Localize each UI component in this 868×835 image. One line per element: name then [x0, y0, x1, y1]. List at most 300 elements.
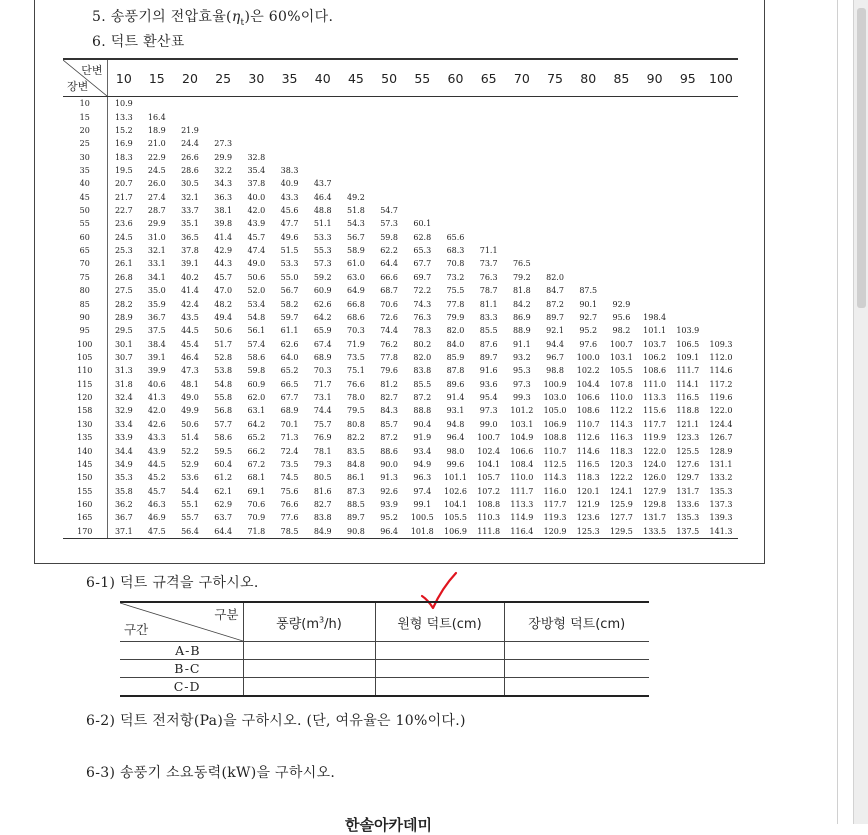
- long-side-label: 20: [63, 124, 107, 137]
- scrollbar-thumb[interactable]: [857, 8, 866, 308]
- table-row: [63, 244, 738, 257]
- equivalent-diameter-cell: 90.0: [380, 459, 398, 469]
- equivalent-diameter-cell: 105.0: [543, 406, 567, 416]
- equivalent-diameter-cell: 47.5: [140, 525, 173, 539]
- table-row: [63, 324, 738, 337]
- equivalent-diameter-cell: 79.6: [380, 366, 398, 376]
- equivalent-diameter-cell: [538, 204, 571, 217]
- equivalent-diameter-cell: 106.9: [543, 419, 567, 429]
- equivalent-diameter-cell: 112.6: [576, 433, 600, 443]
- equivalent-diameter-cell: [704, 97, 737, 111]
- equivalent-diameter-cell: 137.3: [709, 499, 733, 509]
- equivalent-diameter-cell: 76.3: [413, 312, 432, 322]
- equivalent-diameter-cell: 55.1: [181, 499, 199, 509]
- equivalent-diameter-cell: [273, 97, 306, 111]
- equivalent-diameter-cell: 93.6: [479, 379, 498, 389]
- equivalent-diameter-cell: 63.0: [347, 272, 365, 282]
- col-header-round-duct: 원형 덕트(cm): [375, 602, 504, 642]
- equivalent-diameter-cell: [572, 257, 605, 270]
- equivalent-diameter-cell: 109.3: [709, 339, 733, 349]
- equivalent-diameter-cell: [373, 177, 406, 190]
- equivalent-diameter-cell: [638, 177, 671, 190]
- equivalent-diameter-cell: [605, 271, 638, 284]
- equivalent-diameter-cell: [273, 150, 306, 163]
- equivalent-diameter-cell: [704, 164, 737, 177]
- equivalent-diameter-cell: 40.2: [181, 272, 199, 282]
- equivalent-diameter-cell: 133.6: [676, 499, 700, 509]
- equivalent-diameter-cell: 55.8: [214, 393, 233, 403]
- equivalent-diameter-cell: 57.4: [247, 339, 266, 349]
- equivalent-diameter-cell: 125.9: [609, 499, 633, 509]
- equivalent-diameter-cell: 106.6: [576, 393, 600, 403]
- equivalent-diameter-cell: 121.1: [676, 419, 700, 429]
- vertical-scrollbar[interactable]: [853, 0, 868, 824]
- equivalent-diameter-cell: 81.2: [380, 379, 398, 389]
- equivalent-diameter-cell: 16.9: [114, 139, 133, 149]
- equivalent-diameter-cell: 56.7: [347, 232, 365, 242]
- table-row: [63, 458, 738, 471]
- equivalent-diameter-cell: [638, 231, 671, 244]
- equivalent-diameter-cell: 101.1: [444, 473, 467, 483]
- equivalent-diameter-cell: [339, 164, 372, 177]
- equivalent-diameter-cell: 106.5: [676, 339, 700, 349]
- round-duct-cell: [375, 660, 504, 678]
- table-row: [63, 164, 738, 177]
- table-row: [63, 525, 738, 539]
- rect-duct-cell: [504, 678, 649, 697]
- condition-5: [92, 6, 333, 28]
- long-side-label: 105: [63, 351, 107, 364]
- equivalent-diameter-cell: 76.9: [313, 433, 332, 443]
- equivalent-diameter-cell: 115.6: [643, 406, 667, 416]
- equivalent-diameter-cell: 54.3: [347, 219, 365, 229]
- equivalent-diameter-cell: 71.7: [313, 379, 332, 389]
- table-row: [63, 97, 738, 111]
- equivalent-diameter-cell: [704, 110, 737, 123]
- answer-corner-header: [120, 602, 243, 642]
- equivalent-diameter-cell: [472, 97, 505, 111]
- equivalent-diameter-cell: 81.8: [512, 286, 531, 296]
- equivalent-diameter-cell: [572, 137, 605, 150]
- equivalent-diameter-cell: 81.1: [479, 299, 498, 309]
- equivalent-diameter-cell: 122.0: [643, 446, 667, 456]
- equivalent-diameter-cell: 41.4: [214, 232, 233, 242]
- equivalent-diameter-cell: 127.7: [609, 513, 633, 523]
- equivalent-diameter-cell: 94.4: [546, 339, 564, 349]
- equivalent-diameter-cell: [538, 110, 571, 123]
- equivalent-diameter-cell: 71.1: [479, 246, 498, 256]
- equivalent-diameter-cell: 108.4: [510, 459, 534, 469]
- equivalent-diameter-cell: [406, 204, 439, 217]
- equivalent-diameter-cell: 103.1: [510, 419, 534, 429]
- equivalent-diameter-cell: 39.1: [147, 353, 166, 362]
- equivalent-diameter-cell: 99.6: [446, 459, 465, 469]
- equivalent-diameter-cell: 133.5: [638, 525, 671, 539]
- equivalent-diameter-cell: 46.4: [313, 192, 332, 202]
- equivalent-diameter-cell: 82.7: [313, 499, 332, 509]
- equivalent-diameter-cell: 100.5: [410, 513, 434, 523]
- equivalent-diameter-cell: [439, 97, 472, 111]
- equivalent-diameter-cell: 74.5: [280, 473, 299, 483]
- equivalent-diameter-cell: 21.7: [114, 192, 133, 202]
- long-side-label: 165: [63, 511, 107, 524]
- equivalent-diameter-cell: 111.0: [643, 379, 667, 389]
- equivalent-diameter-cell: [472, 177, 505, 190]
- equivalent-diameter-cell: [638, 164, 671, 177]
- equivalent-diameter-cell: 23.6: [114, 219, 133, 229]
- equivalent-diameter-cell: 116.0: [543, 486, 567, 496]
- long-side-label: 90: [63, 311, 107, 324]
- equivalent-diameter-cell: 78.0: [347, 393, 365, 403]
- equivalent-diameter-cell: 141.3: [704, 525, 737, 539]
- equivalent-diameter-cell: [406, 164, 439, 177]
- equivalent-diameter-cell: 85.5: [413, 379, 432, 389]
- answer-row: [120, 678, 649, 697]
- equivalent-diameter-cell: 71.8: [240, 525, 273, 539]
- equivalent-diameter-cell: 57.3: [380, 219, 398, 229]
- equivalent-diameter-cell: [671, 150, 704, 163]
- equivalent-diameter-cell: 91.3: [380, 473, 398, 483]
- equivalent-diameter-cell: [605, 137, 638, 150]
- equivalent-diameter-cell: [505, 110, 538, 123]
- equivalent-diameter-cell: 122.0: [709, 406, 733, 416]
- equivalent-diameter-cell: [671, 297, 704, 310]
- equivalent-diameter-cell: 68.1: [247, 473, 266, 483]
- equivalent-diameter-cell: 37.1: [107, 525, 140, 539]
- equivalent-diameter-cell: [572, 204, 605, 217]
- equivalent-diameter-cell: 74.4: [380, 326, 398, 336]
- equivalent-diameter-cell: 26.8: [114, 272, 133, 282]
- equivalent-diameter-cell: [572, 231, 605, 244]
- equivalent-diameter-cell: [207, 97, 240, 111]
- rect-duct-cell: [504, 660, 649, 678]
- long-side-label: 155: [63, 484, 107, 497]
- airflow-cell: [243, 678, 375, 697]
- equivalent-diameter-cell: [704, 191, 737, 204]
- equivalent-diameter-cell: [572, 217, 605, 230]
- equivalent-diameter-cell: 89.7: [546, 312, 564, 322]
- equivalent-diameter-cell: [505, 164, 538, 177]
- equivalent-diameter-cell: 84.0: [446, 339, 465, 349]
- equivalent-diameter-cell: [240, 137, 273, 150]
- equivalent-diameter-cell: 55.3: [313, 246, 332, 256]
- table-row: [63, 498, 738, 511]
- equivalent-diameter-cell: [538, 257, 571, 270]
- duct-conversion-table: [63, 58, 738, 539]
- equivalent-diameter-cell: [439, 177, 472, 190]
- equivalent-diameter-cell: 110.7: [576, 419, 600, 429]
- answer-header-row: [120, 602, 649, 642]
- equivalent-diameter-cell: 26.1: [114, 259, 133, 269]
- equivalent-diameter-cell: [472, 217, 505, 230]
- equivalent-diameter-cell: 93.1: [446, 406, 465, 416]
- equivalent-diameter-cell: 66.5: [280, 379, 299, 389]
- equivalent-diameter-cell: 114.3: [609, 419, 633, 429]
- equivalent-diameter-cell: 89.6: [446, 379, 465, 389]
- equivalent-diameter-cell: 73.5: [280, 459, 299, 469]
- equivalent-diameter-cell: 15.2: [114, 125, 133, 135]
- equivalent-diameter-cell: 49.4: [214, 312, 233, 322]
- equivalent-diameter-cell: 64.4: [380, 259, 398, 269]
- equivalent-diameter-cell: 68.7: [380, 286, 398, 296]
- equivalent-diameter-cell: 120.1: [576, 486, 600, 496]
- equivalent-diameter-cell: 33.7: [181, 206, 199, 216]
- equivalent-diameter-cell: 105.5: [444, 513, 467, 523]
- equivalent-diameter-cell: 110.0: [609, 393, 633, 403]
- equivalent-diameter-cell: 33.4: [114, 419, 133, 429]
- equivalent-diameter-cell: 101.2: [510, 406, 534, 416]
- equivalent-diameter-cell: 43.9: [147, 446, 166, 456]
- equivalent-diameter-cell: 67.7: [280, 393, 299, 403]
- equivalent-diameter-cell: 118.3: [609, 446, 633, 456]
- equivalent-diameter-cell: 18.3: [114, 152, 133, 162]
- equivalent-diameter-cell: 46.3: [147, 499, 166, 509]
- equivalent-diameter-cell: 135.3: [676, 513, 700, 523]
- equivalent-diameter-cell: 95.2: [579, 326, 598, 336]
- equivalent-diameter-cell: 107.8: [609, 379, 633, 389]
- equivalent-diameter-cell: 80.5: [313, 473, 332, 483]
- short-side-header: 20: [173, 59, 206, 97]
- equivalent-diameter-cell: 49.2: [347, 192, 365, 202]
- equivalent-diameter-cell: 39.8: [214, 219, 233, 229]
- equivalent-diameter-cell: [406, 124, 439, 137]
- equivalent-diameter-cell: 43.3: [280, 192, 299, 202]
- table-row: [63, 431, 738, 444]
- equivalent-diameter-cell: 55.7: [181, 513, 199, 523]
- equivalent-diameter-cell: [704, 204, 737, 217]
- equivalent-diameter-cell: 79.3: [313, 459, 332, 469]
- equivalent-diameter-cell: 30.1: [114, 339, 133, 349]
- equivalent-diameter-cell: [704, 177, 737, 190]
- equivalent-diameter-cell: 54.8: [247, 312, 266, 322]
- equivalent-diameter-cell: [273, 137, 306, 150]
- equivalent-diameter-cell: 111.7: [510, 486, 534, 496]
- equivalent-diameter-cell: 73.2: [446, 272, 465, 282]
- equivalent-diameter-cell: 80.8: [347, 419, 365, 429]
- table-row: [63, 110, 738, 123]
- equivalent-diameter-cell: [505, 137, 538, 150]
- equivalent-diameter-cell: [439, 110, 472, 123]
- equivalent-diameter-cell: 124.1: [609, 486, 633, 496]
- short-side-header: 35: [273, 59, 306, 97]
- equivalent-diameter-cell: 82.0: [446, 326, 465, 336]
- short-side-header: 70: [505, 59, 538, 97]
- equivalent-diameter-cell: 45.6: [280, 206, 299, 216]
- equivalent-diameter-cell: 37.8: [247, 179, 266, 189]
- long-side-label: 25: [63, 137, 107, 150]
- equivalent-diameter-cell: 45.7: [214, 272, 233, 282]
- equivalent-diameter-cell: 10.9: [114, 99, 133, 109]
- long-side-label: 70: [63, 257, 107, 270]
- equivalent-diameter-cell: 62.9: [214, 499, 233, 509]
- equivalent-diameter-cell: [406, 110, 439, 123]
- equivalent-diameter-cell: 46.9: [147, 513, 166, 523]
- equivalent-diameter-cell: 67.4: [313, 339, 332, 349]
- equivalent-diameter-cell: 22.9: [147, 152, 166, 162]
- table-row: [63, 391, 738, 404]
- equivalent-diameter-cell: 99.1: [413, 499, 432, 509]
- equivalent-diameter-cell: 91.6: [479, 366, 498, 376]
- equivalent-diameter-cell: 42.0: [147, 406, 166, 416]
- equivalent-diameter-cell: [439, 124, 472, 137]
- long-side-label: 60: [63, 231, 107, 244]
- equivalent-diameter-cell: [572, 124, 605, 137]
- equivalent-diameter-cell: 36.2: [114, 499, 133, 509]
- equivalent-diameter-cell: 49.9: [181, 406, 199, 416]
- equivalent-diameter-cell: 114.3: [543, 473, 567, 483]
- equivalent-diameter-cell: [207, 124, 240, 137]
- table-row: [63, 137, 738, 150]
- equivalent-diameter-cell: 49.0: [181, 393, 199, 403]
- equivalent-diameter-cell: 107.2: [477, 486, 501, 496]
- equivalent-diameter-cell: 64.2: [247, 419, 266, 429]
- equivalent-diameter-cell: [638, 204, 671, 217]
- equivalent-diameter-cell: 54.4: [181, 486, 199, 496]
- equivalent-diameter-cell: 33.1: [147, 259, 166, 269]
- short-side-header: 95: [671, 59, 704, 97]
- equivalent-diameter-cell: 29.9: [214, 152, 233, 162]
- equivalent-diameter-cell: 91.9: [413, 433, 432, 443]
- equivalent-diameter-cell: 101.8: [406, 525, 439, 539]
- section-label: B-C: [120, 660, 243, 678]
- equivalent-diameter-cell: 114.6: [576, 446, 600, 456]
- equivalent-diameter-cell: [605, 231, 638, 244]
- equivalent-diameter-cell: [538, 164, 571, 177]
- rect-duct-cell: [504, 642, 649, 660]
- equivalent-diameter-cell: 45.7: [247, 232, 266, 242]
- equivalent-diameter-cell: 48.2: [214, 299, 233, 309]
- equivalent-diameter-cell: 64.0: [280, 353, 299, 362]
- equivalent-diameter-cell: [605, 97, 638, 111]
- eta-symbol: η: [231, 9, 241, 25]
- equivalent-diameter-cell: [671, 97, 704, 111]
- equivalent-diameter-cell: 86.9: [512, 312, 531, 322]
- equivalent-diameter-cell: [538, 191, 571, 204]
- table-row: [63, 150, 738, 163]
- equivalent-diameter-cell: [339, 110, 372, 123]
- equivalent-diameter-cell: 79.2: [512, 272, 531, 282]
- equivalent-diameter-cell: 32.1: [181, 192, 199, 202]
- equivalent-diameter-cell: 90.4: [413, 419, 432, 429]
- equivalent-diameter-cell: 35.9: [147, 299, 166, 309]
- equivalent-diameter-cell: [605, 164, 638, 177]
- equivalent-diameter-cell: [240, 110, 273, 123]
- equivalent-diameter-cell: [373, 137, 406, 150]
- equivalent-diameter-cell: [671, 204, 704, 217]
- equivalent-diameter-cell: 66.2: [247, 446, 266, 456]
- equivalent-diameter-cell: 81.6: [313, 486, 332, 496]
- section-label: A-B: [120, 642, 243, 660]
- equivalent-diameter-cell: 35.0: [147, 286, 166, 296]
- equivalent-diameter-cell: [704, 124, 737, 137]
- equivalent-diameter-cell: [373, 124, 406, 137]
- equivalent-diameter-cell: 83.5: [347, 446, 365, 456]
- table-row: [63, 297, 738, 310]
- equivalent-diameter-cell: [472, 204, 505, 217]
- equivalent-diameter-cell: 87.2: [380, 433, 398, 443]
- equivalent-diameter-cell: 95.4: [479, 393, 498, 403]
- equivalent-diameter-cell: 49.0: [247, 259, 266, 269]
- equivalent-diameter-cell: [439, 191, 472, 204]
- equivalent-diameter-cell: 114.9: [510, 513, 534, 523]
- equivalent-diameter-cell: 76.3: [479, 272, 498, 282]
- equivalent-diameter-cell: 114.1: [676, 379, 700, 389]
- equivalent-diameter-cell: 65.3: [413, 246, 432, 256]
- equivalent-diameter-cell: 32.8: [247, 152, 266, 162]
- equivalent-diameter-cell: 79.5: [347, 406, 365, 416]
- equivalent-diameter-cell: 100.7: [477, 433, 501, 443]
- equivalent-diameter-cell: [306, 97, 339, 111]
- equivalent-diameter-cell: [538, 150, 571, 163]
- equivalent-diameter-cell: [373, 164, 406, 177]
- equivalent-diameter-cell: [140, 97, 173, 111]
- equivalent-diameter-cell: [472, 124, 505, 137]
- equivalent-diameter-cell: [505, 244, 538, 257]
- equivalent-diameter-cell: [207, 110, 240, 123]
- short-side-header: 75: [538, 59, 571, 97]
- equivalent-diameter-cell: 16.4: [147, 112, 166, 122]
- equivalent-diameter-cell: 112.0: [709, 353, 733, 362]
- equivalent-diameter-cell: 108.6: [576, 406, 600, 416]
- equivalent-diameter-cell: [472, 137, 505, 150]
- equivalent-diameter-cell: [704, 217, 737, 230]
- equivalent-diameter-cell: 41.4: [181, 286, 199, 296]
- equivalent-diameter-cell: 44.5: [147, 459, 166, 469]
- equivalent-diameter-cell: 135.3: [709, 486, 733, 496]
- equivalent-diameter-cell: 59.8: [380, 232, 398, 242]
- equivalent-diameter-cell: 19.5: [114, 165, 133, 175]
- equivalent-diameter-cell: 52.0: [247, 286, 266, 296]
- equivalent-diameter-cell: 54.8: [214, 379, 233, 389]
- short-side-header: 60: [439, 59, 472, 97]
- equivalent-diameter-cell: 74.4: [313, 406, 332, 416]
- equivalent-diameter-cell: 67.7: [413, 259, 432, 269]
- equivalent-diameter-cell: 26.0: [147, 179, 166, 189]
- equivalent-diameter-cell: 112.5: [543, 459, 567, 469]
- equivalent-diameter-cell: [373, 97, 406, 111]
- equivalent-diameter-cell: 64.4: [207, 525, 240, 539]
- equivalent-diameter-cell: 35.3: [114, 473, 133, 483]
- equivalent-diameter-cell: 24.5: [147, 165, 166, 175]
- equivalent-diameter-cell: [273, 110, 306, 123]
- equivalent-diameter-cell: 120.9: [538, 525, 571, 539]
- equivalent-diameter-cell: 89.7: [479, 353, 498, 362]
- equivalent-diameter-cell: 106.9: [439, 525, 472, 539]
- equivalent-diameter-cell: 125.3: [572, 525, 605, 539]
- equivalent-diameter-cell: [406, 150, 439, 163]
- table-row: [63, 364, 738, 377]
- equivalent-diameter-cell: 70.1: [280, 419, 299, 429]
- equivalent-diameter-cell: 97.6: [579, 339, 598, 349]
- condition-5-text: 5. 송풍기의 전압효율(: [92, 9, 232, 25]
- equivalent-diameter-cell: 45.4: [181, 339, 199, 349]
- equivalent-diameter-cell: 27.4: [147, 192, 166, 202]
- equivalent-diameter-cell: 62.0: [247, 393, 266, 403]
- equivalent-diameter-cell: [671, 191, 704, 204]
- equivalent-diameter-cell: 96.4: [373, 525, 406, 539]
- long-side-label: 170: [63, 525, 107, 539]
- equivalent-diameter-cell: 62.6: [280, 339, 299, 349]
- short-side-header: 30: [240, 59, 273, 97]
- equivalent-diameter-cell: 48.8: [313, 206, 332, 216]
- long-side-label: 130: [63, 418, 107, 431]
- equivalent-diameter-cell: [538, 217, 571, 230]
- equivalent-diameter-cell: 120.3: [609, 459, 633, 469]
- equivalent-diameter-cell: [638, 257, 671, 270]
- equivalent-diameter-cell: 60.1: [413, 219, 432, 229]
- equivalent-diameter-cell: [605, 257, 638, 270]
- equivalent-diameter-cell: 48.1: [181, 379, 199, 389]
